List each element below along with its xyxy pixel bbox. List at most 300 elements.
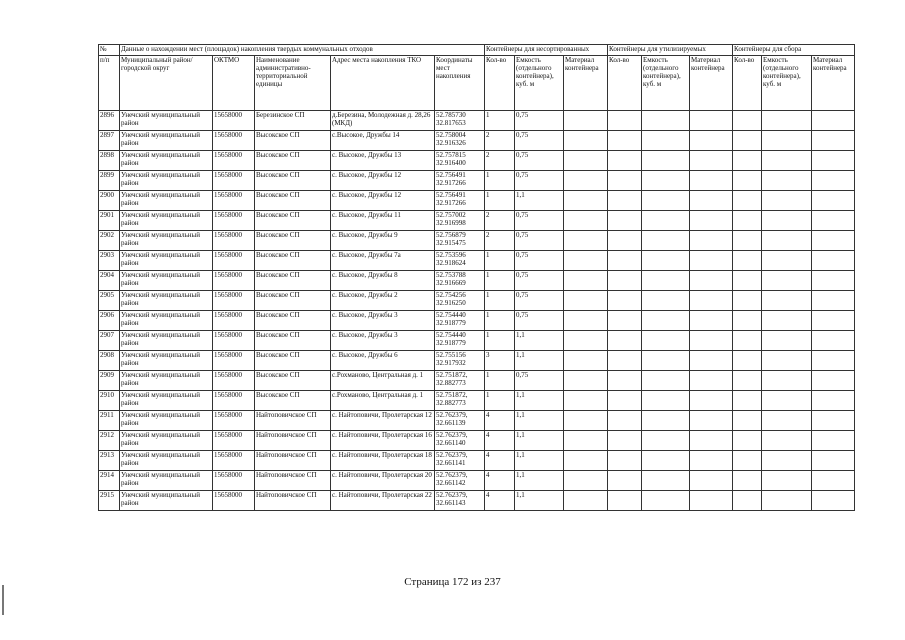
table-row bbox=[99, 251, 855, 271]
longitude: 32.661143 bbox=[436, 499, 466, 507]
cell-capacity-unsorted: 1,1 bbox=[515, 411, 564, 431]
cell-material-collect bbox=[812, 451, 855, 471]
cell-capacity-collect bbox=[762, 171, 812, 191]
table-row bbox=[99, 371, 855, 391]
cell-admin-unit: Высокское СП bbox=[255, 311, 331, 331]
latitude: 52.785730 bbox=[436, 111, 466, 119]
cell-material-recycle bbox=[690, 451, 733, 471]
cell-capacity-recycle bbox=[642, 351, 690, 371]
cell-capacity-recycle bbox=[642, 431, 690, 451]
cell-qty-collect bbox=[733, 351, 762, 371]
cell-coords bbox=[435, 231, 485, 251]
cell-district: Унечский муниципальный район bbox=[120, 271, 213, 291]
cell-capacity-unsorted: 1,1 bbox=[515, 451, 564, 471]
cell-material-unsorted bbox=[564, 451, 608, 471]
latitude: 52.751872, bbox=[436, 371, 468, 379]
cell-coords bbox=[435, 351, 485, 371]
table-body bbox=[99, 111, 855, 511]
cell-oktmo: 15658000 bbox=[213, 131, 255, 151]
table-row bbox=[99, 131, 855, 151]
cell-qty-recycle bbox=[608, 371, 642, 391]
cell-coords bbox=[435, 271, 485, 291]
header-admin-unit: Наименование административно-территориальной единицы bbox=[255, 56, 331, 111]
cell-material-unsorted bbox=[564, 271, 608, 291]
cell-oktmo: 15658000 bbox=[213, 411, 255, 431]
cell-address: с. Высокое, Дружбы 12 bbox=[331, 171, 435, 191]
cell-num: 2911 bbox=[99, 411, 120, 431]
cell-material-collect bbox=[812, 231, 855, 251]
cell-qty-unsorted: 1 bbox=[485, 171, 515, 191]
cell-capacity-unsorted: 0,75 bbox=[515, 151, 564, 171]
cell-material-recycle bbox=[690, 131, 733, 151]
cell-capacity-recycle bbox=[642, 131, 690, 151]
cell-qty-recycle bbox=[608, 211, 642, 231]
cell-qty-collect bbox=[733, 471, 762, 491]
longitude: 32.661140 bbox=[436, 439, 466, 447]
cell-admin-unit: Высокское СП bbox=[255, 351, 331, 371]
cell-address: с. Найтоповичи, Пролетарская 22 bbox=[331, 491, 435, 511]
cell-capacity-collect bbox=[762, 291, 812, 311]
cell-material-unsorted bbox=[564, 311, 608, 331]
cell-qty-recycle bbox=[608, 491, 642, 511]
cell-qty-unsorted: 1 bbox=[485, 371, 515, 391]
waste-sites-table bbox=[98, 44, 855, 511]
cell-capacity-collect bbox=[762, 411, 812, 431]
scan-margin-mark bbox=[2, 585, 4, 615]
cell-address: с. Высокое, Дружбы 8 bbox=[331, 271, 435, 291]
latitude: 52.762379, bbox=[436, 491, 468, 499]
cell-oktmo: 15658000 bbox=[213, 191, 255, 211]
cell-address: с. Высокое, Дружбы 11 bbox=[331, 211, 435, 231]
latitude: 52.756879 bbox=[436, 231, 466, 239]
cell-district: Унечский муниципальный район bbox=[120, 231, 213, 251]
cell-qty-collect bbox=[733, 231, 762, 251]
cell-material-collect bbox=[812, 311, 855, 331]
latitude: 52.754256 bbox=[436, 291, 466, 299]
cell-capacity-collect bbox=[762, 371, 812, 391]
table-row bbox=[99, 151, 855, 171]
longitude: 32.916669 bbox=[436, 279, 466, 287]
cell-coords bbox=[435, 151, 485, 171]
cell-material-unsorted bbox=[564, 391, 608, 411]
cell-capacity-recycle bbox=[642, 391, 690, 411]
cell-capacity-collect bbox=[762, 271, 812, 291]
cell-capacity-collect bbox=[762, 351, 812, 371]
latitude: 52.754440 bbox=[436, 331, 466, 339]
cell-capacity-unsorted: 1,1 bbox=[515, 191, 564, 211]
table-row bbox=[99, 331, 855, 351]
latitude: 52.762379, bbox=[436, 471, 468, 479]
cell-coords bbox=[435, 191, 485, 211]
cell-material-recycle bbox=[690, 411, 733, 431]
cell-material-collect bbox=[812, 351, 855, 371]
header-num-sub: п/п bbox=[99, 56, 120, 111]
cell-num: 2907 bbox=[99, 331, 120, 351]
cell-capacity-unsorted: 1,1 bbox=[515, 491, 564, 511]
cell-capacity-recycle bbox=[642, 271, 690, 291]
cell-district: Унечский муниципальный район bbox=[120, 471, 213, 491]
cell-qty-recycle bbox=[608, 111, 642, 131]
cell-num: 2910 bbox=[99, 391, 120, 411]
longitude: 32.917266 bbox=[436, 199, 466, 207]
cell-capacity-unsorted: 0,75 bbox=[515, 171, 564, 191]
header-capacity-unsorted: Емкость (отдельного контейнера), куб. м bbox=[515, 56, 564, 111]
cell-material-unsorted bbox=[564, 351, 608, 371]
table-row bbox=[99, 471, 855, 491]
latitude: 52.756491 bbox=[436, 171, 466, 179]
cell-material-collect bbox=[812, 491, 855, 511]
cell-oktmo: 15658000 bbox=[213, 451, 255, 471]
cell-material-collect bbox=[812, 331, 855, 351]
cell-address: с. Высокое, Дружбы 3 bbox=[331, 331, 435, 351]
cell-admin-unit: Березинское СП bbox=[255, 111, 331, 131]
latitude: 52.757815 bbox=[436, 151, 466, 159]
cell-district: Унечский муниципальный район bbox=[120, 431, 213, 451]
cell-qty-collect bbox=[733, 211, 762, 231]
cell-material-collect bbox=[812, 371, 855, 391]
header-qty-recycle: Кол-во bbox=[608, 56, 642, 111]
cell-address: с. Высокое, Дружбы 7а bbox=[331, 251, 435, 271]
cell-material-unsorted bbox=[564, 191, 608, 211]
cell-coords bbox=[435, 431, 485, 451]
cell-capacity-unsorted: 0,75 bbox=[515, 271, 564, 291]
cell-capacity-collect bbox=[762, 431, 812, 451]
longitude: 32.918779 bbox=[436, 339, 466, 347]
cell-qty-unsorted: 2 bbox=[485, 211, 515, 231]
cell-material-collect bbox=[812, 271, 855, 291]
cell-district: Унечский муниципальный район bbox=[120, 411, 213, 431]
cell-admin-unit: Найтоповичское СП bbox=[255, 491, 331, 511]
cell-capacity-recycle bbox=[642, 191, 690, 211]
cell-coords bbox=[435, 131, 485, 151]
cell-material-unsorted bbox=[564, 331, 608, 351]
cell-oktmo: 15658000 bbox=[213, 391, 255, 411]
cell-qty-collect bbox=[733, 451, 762, 471]
longitude: 32.916998 bbox=[436, 219, 466, 227]
cell-address: с. Высокое, Дружбы 13 bbox=[331, 151, 435, 171]
cell-capacity-recycle bbox=[642, 371, 690, 391]
cell-admin-unit: Высокское СП bbox=[255, 291, 331, 311]
header-capacity-recycle: Емкость (отдельного контейнера), куб. м bbox=[642, 56, 690, 111]
latitude: 52.762379, bbox=[436, 451, 468, 459]
cell-capacity-collect bbox=[762, 111, 812, 131]
cell-oktmo: 15658000 bbox=[213, 151, 255, 171]
longitude: 32.915475 bbox=[436, 239, 466, 247]
cell-material-collect bbox=[812, 171, 855, 191]
cell-qty-unsorted: 2 bbox=[485, 131, 515, 151]
cell-qty-collect bbox=[733, 391, 762, 411]
cell-material-unsorted bbox=[564, 291, 608, 311]
cell-capacity-unsorted: 1,1 bbox=[515, 331, 564, 351]
cell-qty-collect bbox=[733, 171, 762, 191]
header-capacity-collect: Емкость (отдельного контейнера), куб. м bbox=[762, 56, 812, 111]
header-recycle-group: Контейнеры для утилизируемых bbox=[608, 45, 733, 56]
cell-material-collect bbox=[812, 151, 855, 171]
cell-capacity-collect bbox=[762, 311, 812, 331]
cell-material-collect bbox=[812, 431, 855, 451]
cell-oktmo: 15658000 bbox=[213, 211, 255, 231]
latitude: 52.754440 bbox=[436, 311, 466, 319]
cell-oktmo: 15658000 bbox=[213, 291, 255, 311]
header-oktmo: ОКТМО bbox=[213, 56, 255, 111]
cell-admin-unit: Высокское СП bbox=[255, 231, 331, 251]
cell-capacity-collect bbox=[762, 211, 812, 231]
cell-material-unsorted bbox=[564, 431, 608, 451]
cell-num: 2915 bbox=[99, 491, 120, 511]
cell-coords bbox=[435, 471, 485, 491]
cell-num: 2897 bbox=[99, 131, 120, 151]
cell-qty-unsorted: 1 bbox=[485, 311, 515, 331]
cell-admin-unit: Высокское СП bbox=[255, 151, 331, 171]
cell-num: 2903 bbox=[99, 251, 120, 271]
latitude: 52.762379, bbox=[436, 431, 468, 439]
cell-qty-unsorted: 1 bbox=[485, 191, 515, 211]
cell-capacity-unsorted: 0,75 bbox=[515, 111, 564, 131]
cell-admin-unit: Найтоповичское СП bbox=[255, 471, 331, 491]
table-row bbox=[99, 291, 855, 311]
cell-district: Унечский муниципальный район bbox=[120, 171, 213, 191]
cell-material-recycle bbox=[690, 331, 733, 351]
cell-coords bbox=[435, 371, 485, 391]
cell-capacity-recycle bbox=[642, 331, 690, 351]
page-number: Страница 172 из 237 bbox=[404, 576, 501, 588]
cell-coords bbox=[435, 451, 485, 471]
longitude: 32.916326 bbox=[436, 139, 466, 147]
cell-qty-unsorted: 2 bbox=[485, 231, 515, 251]
cell-capacity-collect bbox=[762, 331, 812, 351]
cell-capacity-unsorted: 0,75 bbox=[515, 251, 564, 271]
cell-address: с.Высокое, Дружбы 14 bbox=[331, 131, 435, 151]
latitude: 52.753596 bbox=[436, 251, 466, 259]
table-row bbox=[99, 391, 855, 411]
cell-oktmo: 15658000 bbox=[213, 431, 255, 451]
longitude: 32.882773 bbox=[436, 399, 466, 407]
table-row bbox=[99, 171, 855, 191]
table-row bbox=[99, 311, 855, 331]
latitude: 52.762379, bbox=[436, 411, 468, 419]
cell-num: 2904 bbox=[99, 271, 120, 291]
cell-qty-recycle bbox=[608, 311, 642, 331]
cell-admin-unit: Высокское СП bbox=[255, 171, 331, 191]
cell-capacity-recycle bbox=[642, 311, 690, 331]
longitude: 32.918624 bbox=[436, 259, 466, 267]
cell-material-recycle bbox=[690, 291, 733, 311]
cell-coords bbox=[435, 251, 485, 271]
cell-oktmo: 15658000 bbox=[213, 331, 255, 351]
cell-num: 2902 bbox=[99, 231, 120, 251]
cell-oktmo: 15658000 bbox=[213, 231, 255, 251]
cell-address: с.Рохманово, Центральная д. 1 bbox=[331, 371, 435, 391]
latitude: 52.753788 bbox=[436, 271, 466, 279]
cell-material-unsorted bbox=[564, 411, 608, 431]
table-row bbox=[99, 111, 855, 131]
cell-qty-unsorted: 1 bbox=[485, 291, 515, 311]
cell-coords bbox=[435, 411, 485, 431]
cell-address: с.Рохманово, Центральная д. 1 bbox=[331, 391, 435, 411]
cell-material-collect bbox=[812, 251, 855, 271]
header-unsorted-group: Контейнеры для несортированных bbox=[485, 45, 608, 56]
cell-num: 2906 bbox=[99, 311, 120, 331]
longitude: 32.817653 bbox=[436, 119, 466, 127]
cell-material-collect bbox=[812, 111, 855, 131]
cell-material-unsorted bbox=[564, 491, 608, 511]
cell-num: 2905 bbox=[99, 291, 120, 311]
cell-num: 2896 bbox=[99, 111, 120, 131]
cell-address: с. Высокое, Дружбы 3 bbox=[331, 311, 435, 331]
latitude: 52.755156 bbox=[436, 351, 466, 359]
cell-capacity-unsorted: 0,75 bbox=[515, 211, 564, 231]
cell-district: Унечский муниципальный район bbox=[120, 371, 213, 391]
longitude: 32.916250 bbox=[436, 299, 466, 307]
cell-address: с. Высокое, Дружбы 2 bbox=[331, 291, 435, 311]
cell-material-recycle bbox=[690, 111, 733, 131]
cell-qty-unsorted: 2 bbox=[485, 151, 515, 171]
cell-capacity-recycle bbox=[642, 111, 690, 131]
cell-district: Унечский муниципальный район bbox=[120, 251, 213, 271]
cell-admin-unit: Высокское СП bbox=[255, 191, 331, 211]
cell-qty-recycle bbox=[608, 451, 642, 471]
cell-capacity-unsorted: 1,1 bbox=[515, 431, 564, 451]
cell-admin-unit: Высокское СП bbox=[255, 271, 331, 291]
cell-material-unsorted bbox=[564, 371, 608, 391]
cell-district: Унечский муниципальный район bbox=[120, 311, 213, 331]
cell-oktmo: 15658000 bbox=[213, 351, 255, 371]
cell-material-unsorted bbox=[564, 251, 608, 271]
cell-coords bbox=[435, 171, 485, 191]
cell-material-recycle bbox=[690, 391, 733, 411]
cell-material-unsorted bbox=[564, 231, 608, 251]
cell-oktmo: 15658000 bbox=[213, 491, 255, 511]
cell-address: с. Найтоповичи, Пролетарская 16 bbox=[331, 431, 435, 451]
cell-material-recycle bbox=[690, 211, 733, 231]
cell-district: Унечский муниципальный район bbox=[120, 211, 213, 231]
cell-capacity-recycle bbox=[642, 231, 690, 251]
longitude: 32.918779 bbox=[436, 319, 466, 327]
cell-admin-unit: Найтоповичское СП bbox=[255, 411, 331, 431]
cell-district: Унечский муниципальный район bbox=[120, 351, 213, 371]
latitude: 52.756491 bbox=[436, 191, 466, 199]
cell-material-recycle bbox=[690, 251, 733, 271]
cell-address: с. Найтоповичи, Пролетарская 12 bbox=[331, 411, 435, 431]
longitude: 32.916400 bbox=[436, 159, 466, 167]
cell-qty-unsorted: 4 bbox=[485, 471, 515, 491]
table-row bbox=[99, 231, 855, 251]
cell-capacity-unsorted: 0,75 bbox=[515, 131, 564, 151]
cell-qty-unsorted: 1 bbox=[485, 271, 515, 291]
cell-oktmo: 15658000 bbox=[213, 371, 255, 391]
cell-material-collect bbox=[812, 291, 855, 311]
cell-capacity-unsorted: 1,1 bbox=[515, 391, 564, 411]
header-district: Муниципальный район/городской округ bbox=[120, 56, 213, 111]
cell-capacity-unsorted: 0,75 bbox=[515, 231, 564, 251]
cell-material-recycle bbox=[690, 191, 733, 211]
cell-material-recycle bbox=[690, 431, 733, 451]
cell-oktmo: 15658000 bbox=[213, 311, 255, 331]
cell-material-unsorted bbox=[564, 151, 608, 171]
cell-qty-unsorted: 1 bbox=[485, 331, 515, 351]
cell-material-collect bbox=[812, 471, 855, 491]
cell-qty-collect bbox=[733, 311, 762, 331]
table-row bbox=[99, 271, 855, 291]
cell-capacity-collect bbox=[762, 471, 812, 491]
cell-oktmo: 15658000 bbox=[213, 171, 255, 191]
cell-capacity-unsorted: 1,1 bbox=[515, 471, 564, 491]
longitude: 32.661139 bbox=[436, 419, 466, 427]
cell-qty-recycle bbox=[608, 411, 642, 431]
cell-qty-collect bbox=[733, 111, 762, 131]
cell-material-unsorted bbox=[564, 471, 608, 491]
cell-qty-collect bbox=[733, 251, 762, 271]
cell-num: 2913 bbox=[99, 451, 120, 471]
cell-material-recycle bbox=[690, 151, 733, 171]
cell-capacity-recycle bbox=[642, 151, 690, 171]
cell-qty-unsorted: 1 bbox=[485, 391, 515, 411]
cell-capacity-collect bbox=[762, 451, 812, 471]
cell-admin-unit: Высокское СП bbox=[255, 331, 331, 351]
cell-district: Унечский муниципальный район bbox=[120, 331, 213, 351]
cell-material-collect bbox=[812, 211, 855, 231]
cell-qty-collect bbox=[733, 431, 762, 451]
longitude: 32.917932 bbox=[436, 359, 466, 367]
cell-qty-recycle bbox=[608, 271, 642, 291]
cell-capacity-recycle bbox=[642, 491, 690, 511]
cell-district: Унечский муниципальный район bbox=[120, 291, 213, 311]
cell-address: с. Высокое, Дружбы 9 bbox=[331, 231, 435, 251]
cell-capacity-unsorted: 0,75 bbox=[515, 291, 564, 311]
cell-material-recycle bbox=[690, 231, 733, 251]
cell-qty-collect bbox=[733, 291, 762, 311]
cell-coords bbox=[435, 111, 485, 131]
cell-num: 2900 bbox=[99, 191, 120, 211]
cell-oktmo: 15658000 bbox=[213, 111, 255, 131]
cell-capacity-collect bbox=[762, 491, 812, 511]
latitude: 52.751872, bbox=[436, 391, 468, 399]
cell-capacity-collect bbox=[762, 391, 812, 411]
cell-capacity-recycle bbox=[642, 451, 690, 471]
cell-qty-unsorted: 1 bbox=[485, 111, 515, 131]
table-row bbox=[99, 351, 855, 371]
cell-capacity-unsorted: 0,75 bbox=[515, 371, 564, 391]
cell-qty-recycle bbox=[608, 351, 642, 371]
header-qty-unsorted: Кол-во bbox=[485, 56, 515, 111]
cell-district: Унечский муниципальный район bbox=[120, 151, 213, 171]
cell-address: с. Высокое, Дружбы 12 bbox=[331, 191, 435, 211]
cell-material-recycle bbox=[690, 171, 733, 191]
table-row bbox=[99, 211, 855, 231]
cell-material-collect bbox=[812, 131, 855, 151]
cell-qty-recycle bbox=[608, 251, 642, 271]
cell-material-unsorted bbox=[564, 131, 608, 151]
cell-num: 2909 bbox=[99, 371, 120, 391]
cell-capacity-recycle bbox=[642, 411, 690, 431]
cell-admin-unit: Высокское СП bbox=[255, 131, 331, 151]
cell-qty-recycle bbox=[608, 171, 642, 191]
table-row bbox=[99, 191, 855, 211]
cell-material-unsorted bbox=[564, 111, 608, 131]
cell-num: 2901 bbox=[99, 211, 120, 231]
cell-qty-collect bbox=[733, 271, 762, 291]
cell-material-collect bbox=[812, 391, 855, 411]
cell-qty-recycle bbox=[608, 331, 642, 351]
cell-admin-unit: Найтоповичское СП bbox=[255, 451, 331, 471]
header-material-collect: Материал контейнера bbox=[812, 56, 855, 111]
cell-district: Унечский муниципальный район bbox=[120, 191, 213, 211]
cell-admin-unit: Высокское СП bbox=[255, 211, 331, 231]
cell-address: с. Высокое, Дружбы 6 bbox=[331, 351, 435, 371]
cell-material-recycle bbox=[690, 491, 733, 511]
cell-admin-unit: Высокское СП bbox=[255, 251, 331, 271]
cell-material-recycle bbox=[690, 351, 733, 371]
